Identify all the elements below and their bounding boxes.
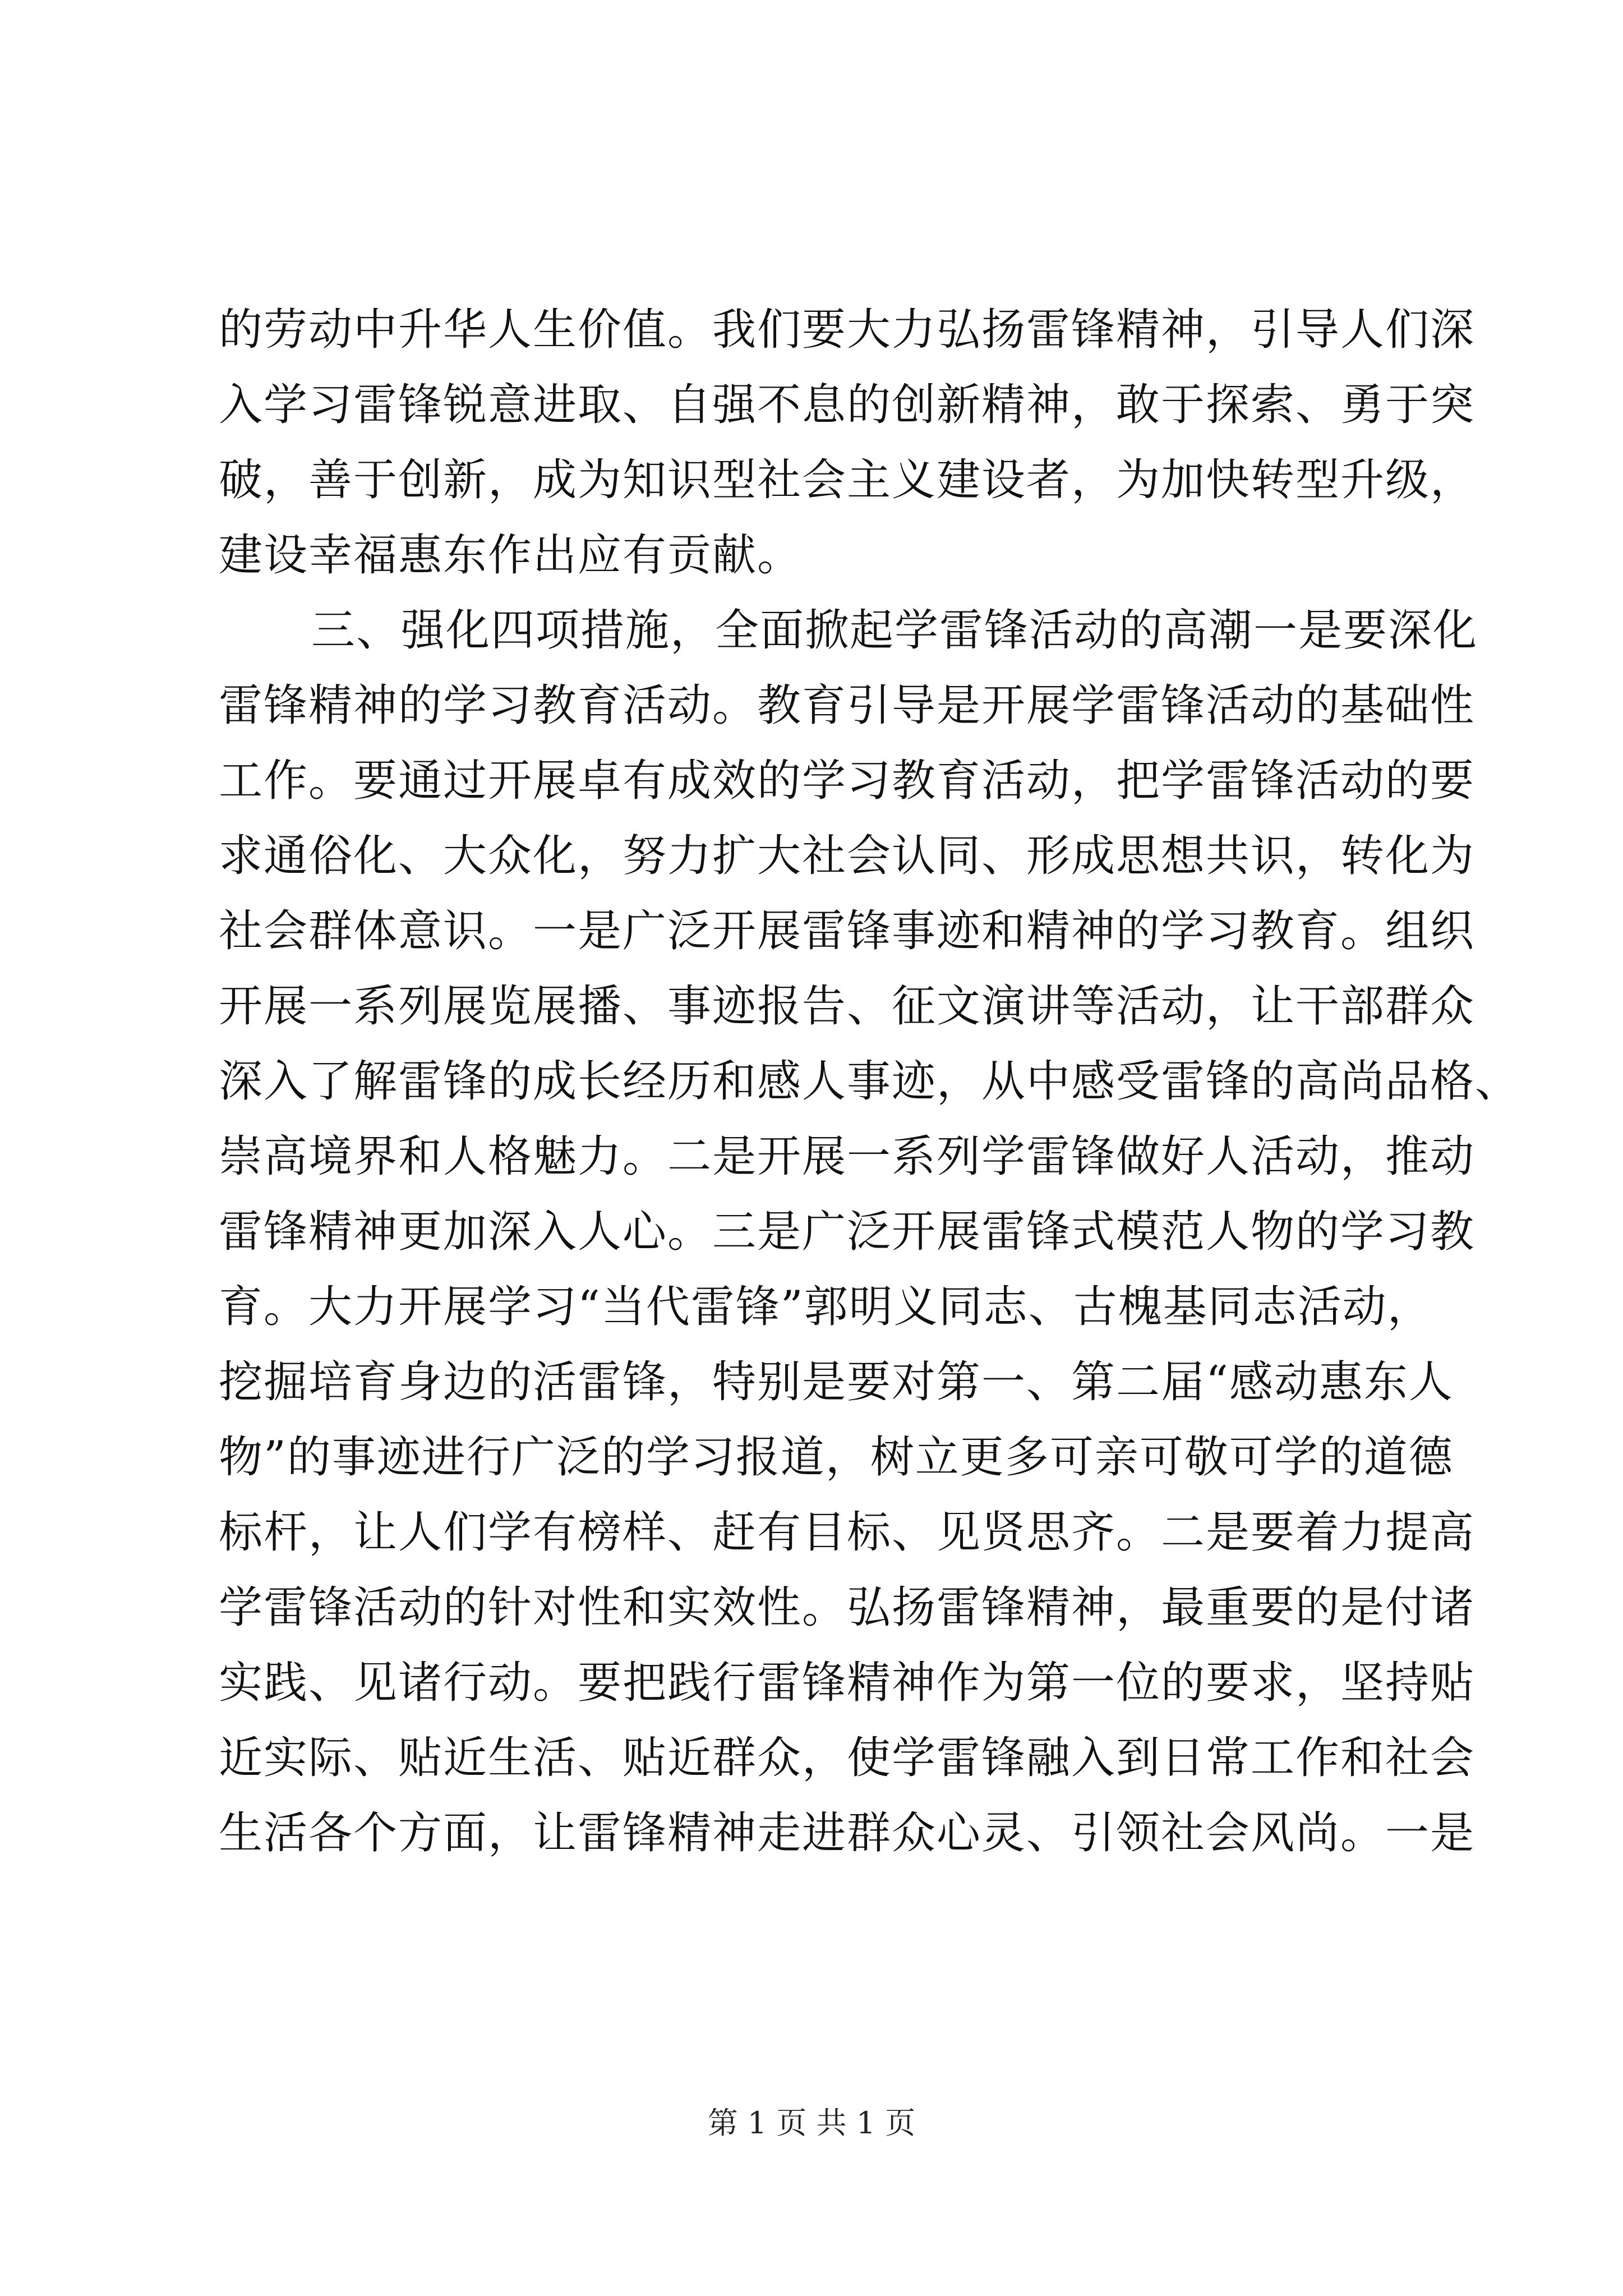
text-line: 雷锋精神的学习教育活动。教育引导是开展学雷锋活动的基础性 [219, 680, 1476, 731]
text-line: 开展一系列展览展播、事迹报告、征文演讲等活动，让干部群众 [219, 981, 1476, 1032]
text-line: 学雷锋活动的针对性和实效性。弘扬雷锋精神，最重要的是付诸 [219, 1582, 1476, 1633]
text-line: 近实际、贴近生活、贴近群众，使学雷锋融入到日常工作和社会 [219, 1733, 1476, 1783]
text-line: 建设幸福惠东作出应有贡献。 [219, 530, 803, 581]
text-line: 求通俗化、大众化，努力扩大社会认同、形成思想共识，转化为 [219, 831, 1476, 881]
text-line: 育。大力开展学习“当代雷锋”郭明义同志、古槐基同志活动， [219, 1282, 1432, 1332]
text-line: 崇高境界和人格魅力。二是开展一系列学雷锋做好人活动，推动 [219, 1131, 1476, 1182]
text-line: 实践、见诸行动。要把践行雷锋精神作为第一位的要求，坚持贴 [219, 1658, 1476, 1708]
text-line: 深入了解雷锋的成长经历和感人事迹，从中感受雷锋的高尚品格、 [219, 1056, 1520, 1107]
text-line: 挖掘培育身边的活雷锋，特别是要对第一、第二届“感动惠东人 [219, 1357, 1454, 1407]
text-line: 标杆，让人们学有榜样、赶有目标、见贤思齐。二是要着力提高 [219, 1507, 1476, 1558]
page-footer: 第 1 页 共 1 页 [707, 2105, 916, 2141]
text-line: 入学习雷锋锐意进取、自强不息的创新精神，敢于探索、勇于突 [219, 380, 1476, 430]
text-line: 的劳动中升华人生价值。我们要大力弘扬雷锋精神，引导人们深 [219, 305, 1476, 355]
text-line: 物”的事迹进行广泛的学习报道，树立更多可亲可敬可学的道德 [219, 1432, 1454, 1483]
text-line: 社会群体意识。一是广泛开展雷锋事迹和精神的学习教育。组织 [219, 906, 1476, 956]
text-line: 破，善于创新，成为知识型社会主义建设者，为加快转型升级， [219, 455, 1476, 505]
paragraph-start-line: 三、强化四项措施，全面掀起学雷锋活动的高潮一是要深化 [311, 605, 1478, 656]
text-line: 工作。要通过开展卓有成效的学习教育活动，把学雷锋活动的要 [219, 756, 1476, 806]
text-line: 生活各个方面，让雷锋精神走进群众心灵、引领社会风尚。一是 [219, 1808, 1476, 1858]
text-line: 雷锋精神更加深入人心。三是广泛开展雷锋式模范人物的学习教 [219, 1207, 1476, 1257]
